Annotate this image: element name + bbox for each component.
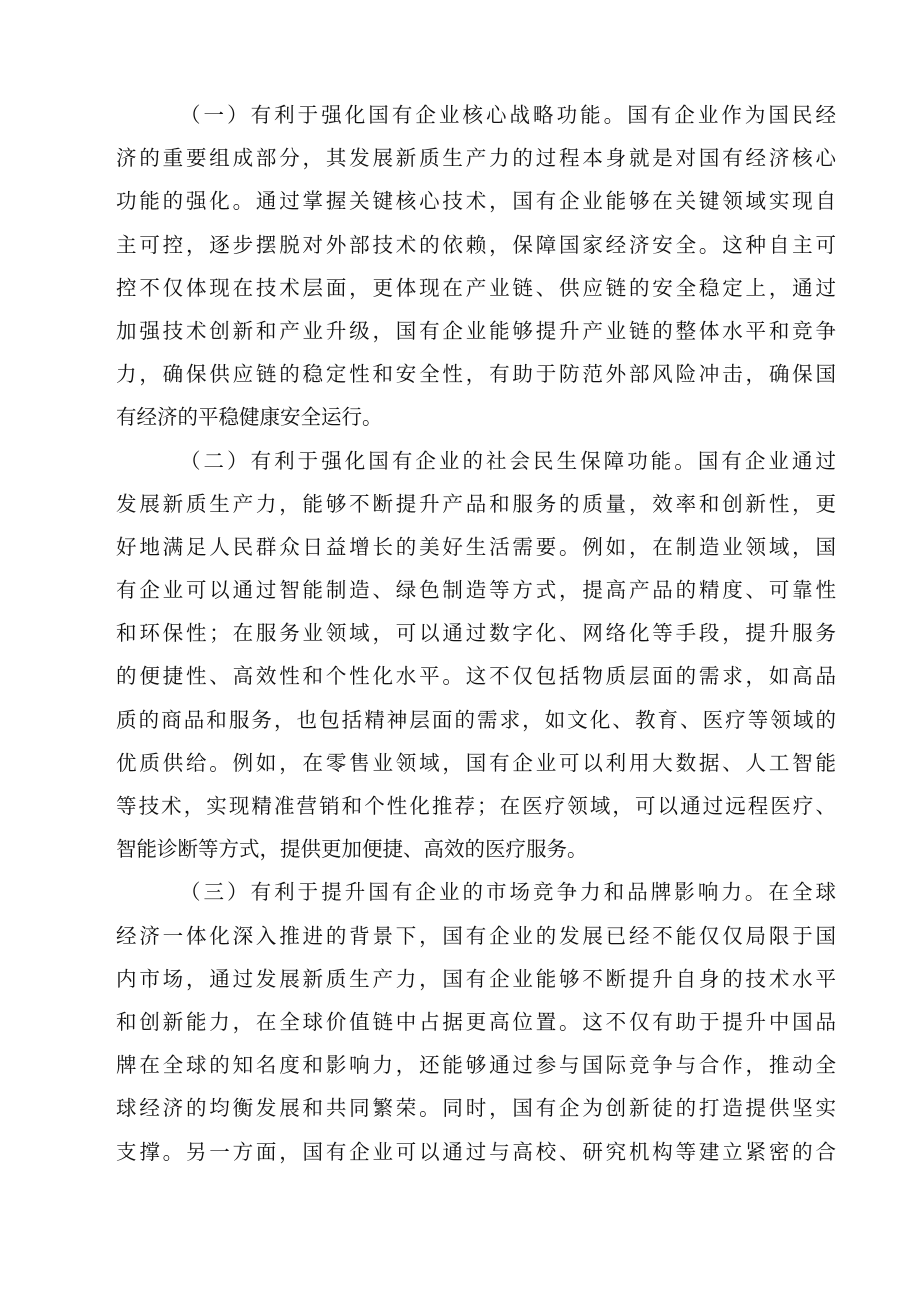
text-line: 济的重要组成部分，其发展新质生产力的过程本身就是对国有经济核心 <box>116 146 836 171</box>
text-line: 有企业可以通过智能制造、绿色制造等方式，提高产品的精度、可靠性 <box>116 578 836 603</box>
text-line: 和创新能力，在全球价值链中占据更高位置。这不仅有助于提升中国品 <box>116 1009 836 1034</box>
text-line: 牌在全球的知名度和影响力，还能够通过参与国际竞争与合作，推动全 <box>116 1053 836 1078</box>
text-line: 力，确保供应链的稳定性和安全性，有助于防范外部风险冲击，确保国 <box>116 362 836 387</box>
text-line: 智能诊断等方式，提供更加便捷、高效的医疗服务。 <box>116 837 588 862</box>
text-line: 内市场，通过发展新质生产力，国有企业能够不断提升自身的技术水平 <box>116 966 836 991</box>
paragraph-2 <box>116 440 836 872</box>
text-line: 的便捷性、高效性和个性化水平。这不仅包括物质层面的需求，如高品 <box>116 664 836 689</box>
text-line: 有经济的平稳健康安全运行。 <box>116 405 383 430</box>
text-line: （二）有利于强化国有企业的社会民生保障功能。国有企业通过 <box>180 448 836 473</box>
text-line: 优质供给。例如，在零售业领域，国有企业可以利用大数据、人工智能 <box>116 750 836 775</box>
text-line: 质的商品和服务，也包括精神层面的需求，如文化、教育、医疗等领域的 <box>116 707 836 732</box>
text-line: 经济一体化深入推进的背景下，国有企业的发展已经不能仅仅局限于国 <box>116 923 836 948</box>
text-line: 加强技术创新和产业升级，国有企业能够提升产业链的整体水平和竞争 <box>116 318 836 343</box>
text-line: （一）有利于强化国有企业核心战略功能。国有企业作为国民经 <box>180 103 836 127</box>
text-line: 主可控，逐步摆脱对外部技术的依赖，保障国家经济安全。这种自主可 <box>116 232 836 257</box>
text-line: 控不仅体现在技术层面，更体现在产业链、供应链的安全稳定上，通过 <box>116 275 836 300</box>
paragraph-3 <box>116 871 836 1173</box>
document-body <box>116 94 836 1174</box>
text-line: 功能的强化。通过掌握关键核心技术，国有企业能够在关键领域实现自 <box>116 189 836 214</box>
text-line: 支撑。另一方面，国有企业可以通过与高校、研究机构等建立紧密的合 <box>116 1139 836 1164</box>
text-line: （三）有利于提升国有企业的市场竞争力和品牌影响力。在全球 <box>180 880 836 905</box>
text-line: 发展新质生产力，能够不断提升产品和服务的质量，效率和创新性，更 <box>116 491 836 516</box>
text-line: 好地满足人民群众日益增长的美好生活需要。例如，在制造业领域，国 <box>116 534 836 559</box>
text-line: 等技术，实现精准营销和个性化推荐；在医疗领域，可以通过远程医疗、 <box>116 794 836 818</box>
text-line: 和环保性；在服务业领域，可以通过数字化、网络化等手段，提升服务 <box>116 621 836 646</box>
paragraph-1 <box>116 94 836 440</box>
text-line: 球经济的均衡发展和共同繁荣。同时，国有企为创新徒的打造提供坚实 <box>116 1096 836 1121</box>
